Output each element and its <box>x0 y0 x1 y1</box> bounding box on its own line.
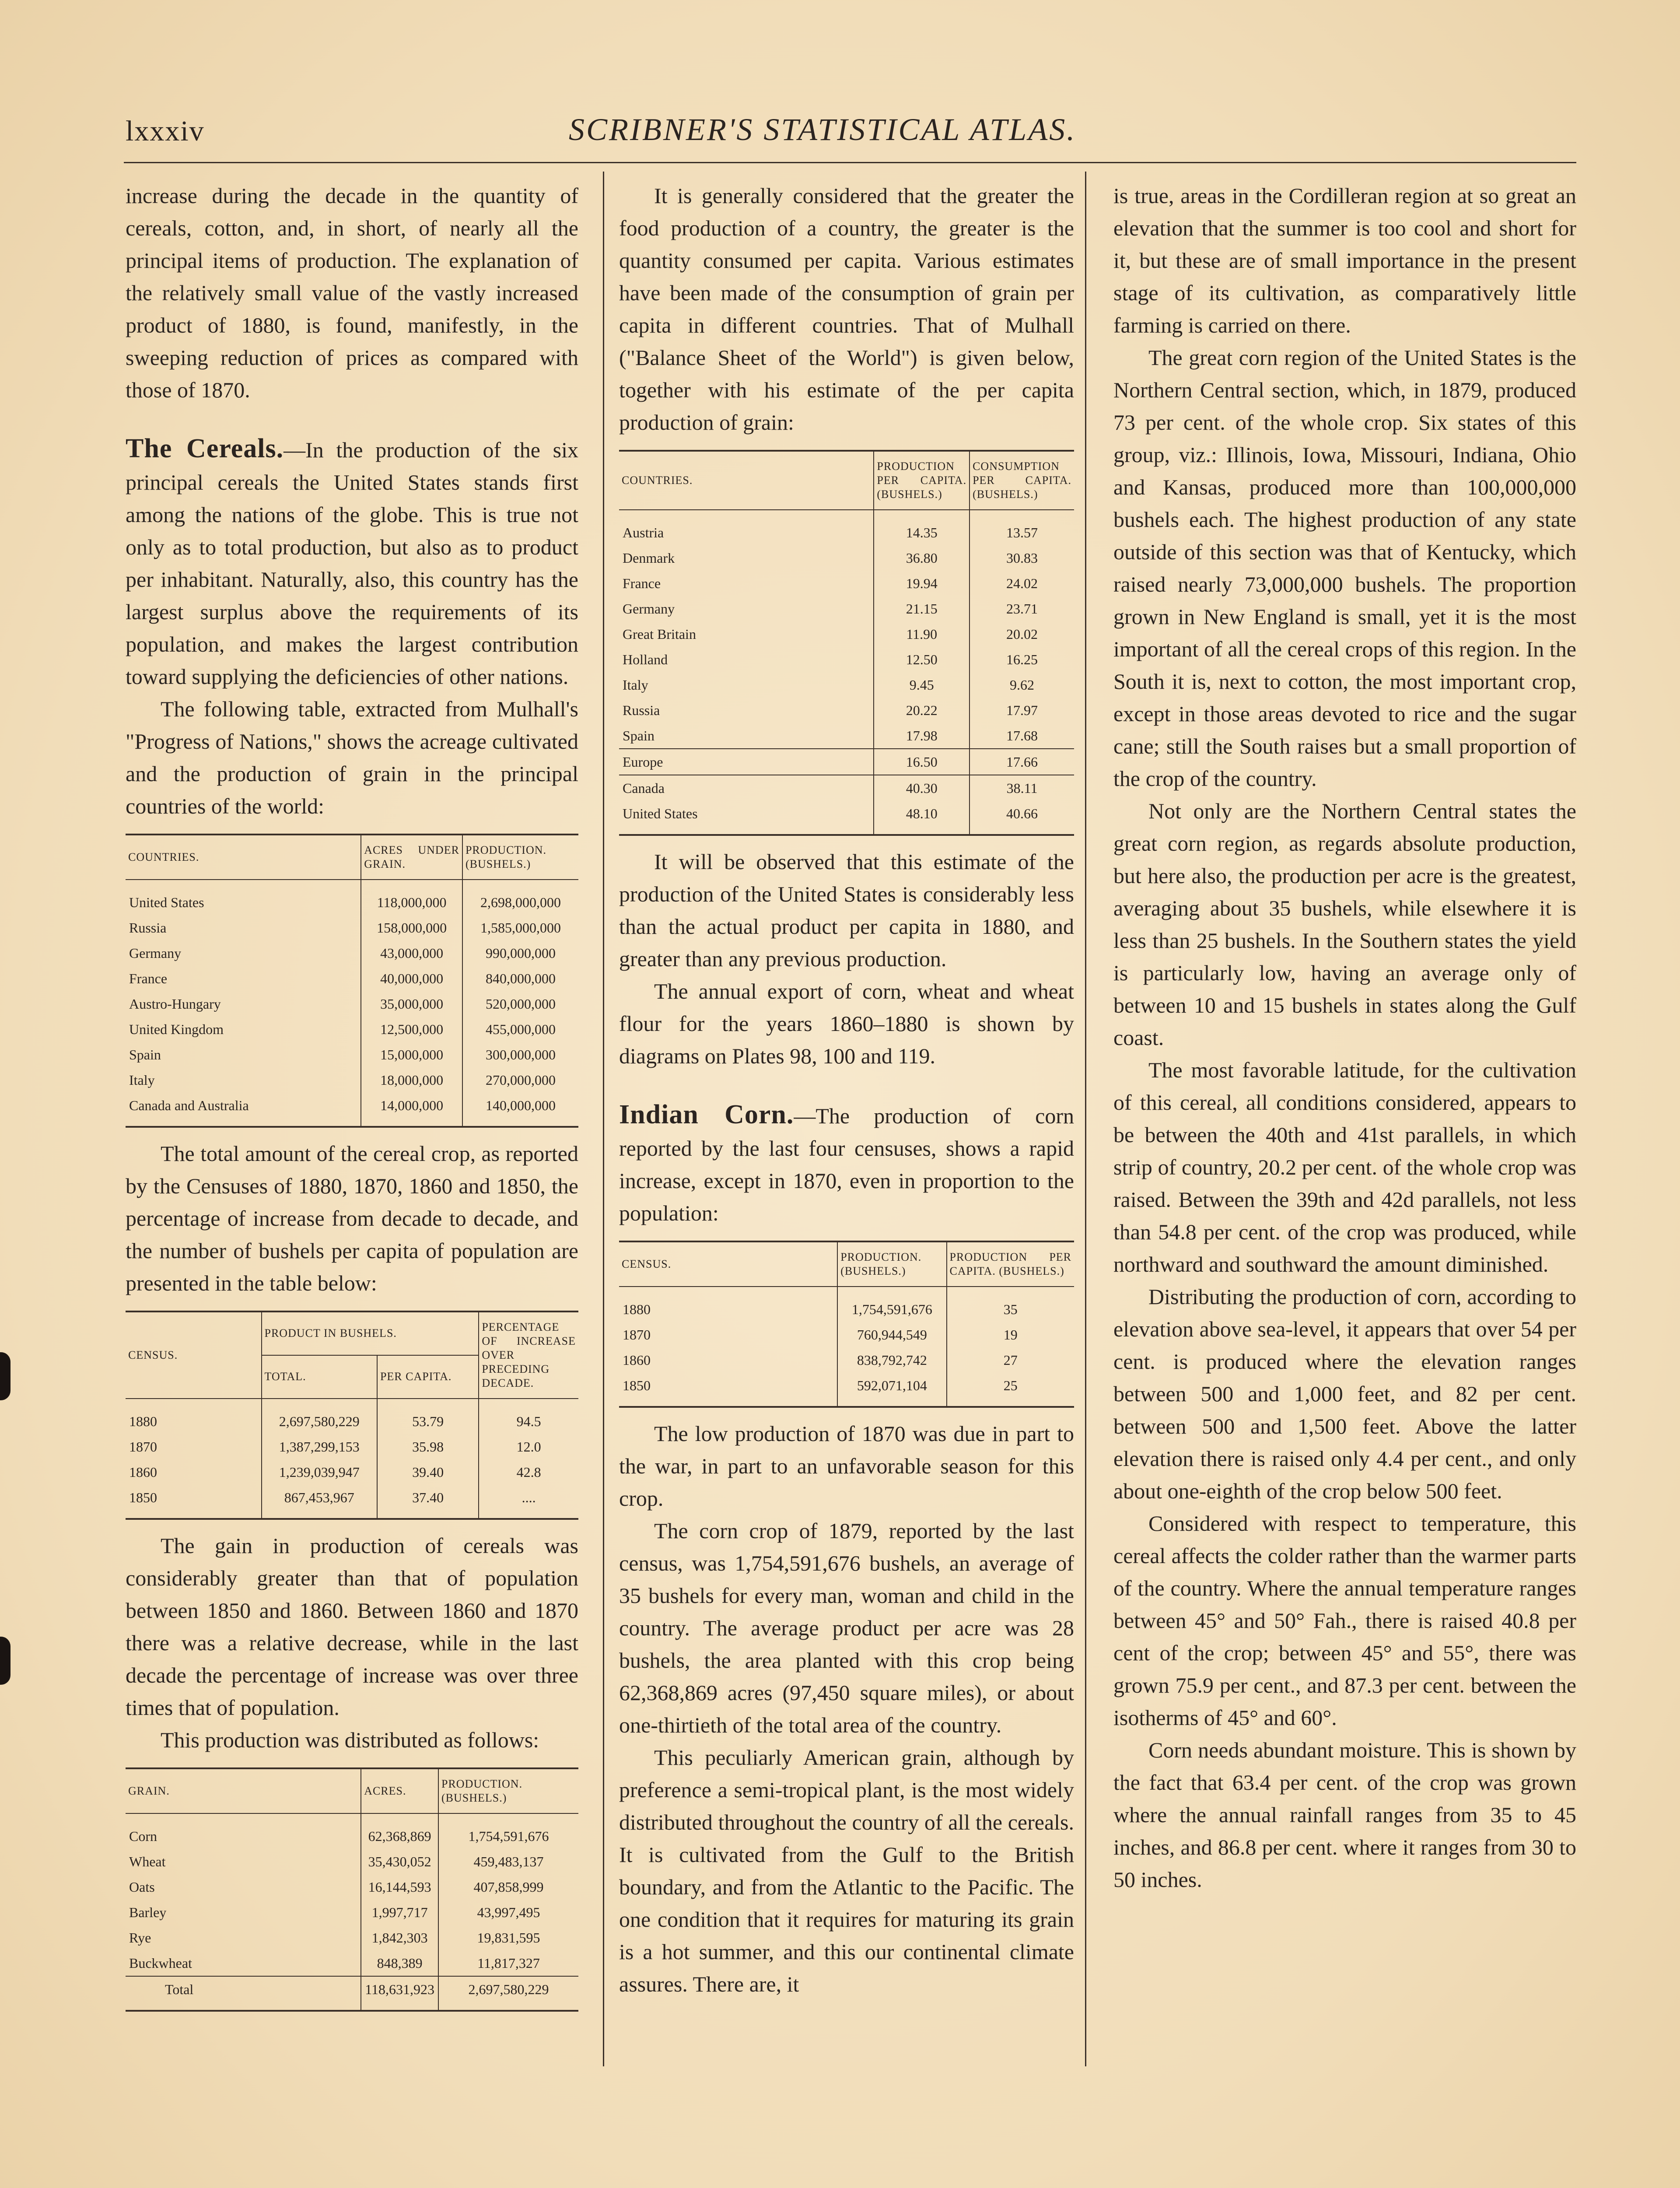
column-middle <box>619 179 1074 2000</box>
table-cell: 838,792,742 <box>837 1347 946 1373</box>
table-cell: United States <box>623 806 698 821</box>
table-cell: 1,842,303 <box>361 1925 438 1950</box>
paragraph: The corn crop of 1879, reported by the last census, was 1,754,591,676 bushels, an average of 35 bushels for every man, woman and child in the country. The average product per acre was 28 bushels, the area planted with this crop being 62,368,869 acres (97,450 square miles), or about one-thirtieth of the total area of the country. <box>619 1518 1074 1737</box>
table-cell: 455,000,000 <box>462 1017 578 1042</box>
table-row <box>126 1485 578 1518</box>
table-row <box>126 1093 578 1126</box>
table-cell: Italy <box>129 1072 155 1088</box>
col-header: ACRES UNDER GRAIN. <box>361 835 462 880</box>
table-cell: 848,389 <box>361 1950 438 1976</box>
col-header: PERCENTAGE OF INCREASE OVER PRECEDING DECADE. <box>479 1312 578 1399</box>
table-cell: 14.35 <box>874 510 970 545</box>
col-header: PRODUCTION. (BUSHELS.) <box>438 1769 578 1813</box>
table-cell: 12.50 <box>874 647 970 672</box>
paragraph: This peculiarly American grain, although by preference a semi-tropical plant, is the most widely distributed throughout the country of all the cereals. It is cultivated from the Gulf to the British boundary, and from the Atlantic to the Pacific. The one condition that it requires for maturing its grain is a hot summer, and this our continental climate assures. There are, it <box>619 1745 1074 1996</box>
table-row <box>619 672 1074 698</box>
paragraph: The most favorable latitude, for the cultivation of this cereal, all conditions considered, appears to be between the 40th and 41st parallels, in which strip of country, 20.2 per cent. of the whole crop was raised. Between the 39th and 42d parallels, not less than 54.8 per cent. of the crop was produced, while northward and southward the amount diminished. <box>1113 1058 1576 1276</box>
col-header: CENSUS. <box>619 1242 837 1287</box>
table-cell: 12,500,000 <box>361 1017 462 1042</box>
section-heading: Indian Corn. <box>619 1100 794 1129</box>
table-cell: Barley <box>129 1904 167 1920</box>
table-cell: Russia <box>623 702 660 718</box>
binding-hole <box>0 1637 10 1685</box>
header-rule <box>124 162 1576 163</box>
table-cell: 24.02 <box>970 571 1074 596</box>
table-cell: 2,697,580,229 <box>438 1976 578 2010</box>
table-cell: Canada and Australia <box>129 1098 249 1113</box>
col-header: COUNTRIES. <box>126 835 361 880</box>
table-row <box>619 647 1074 672</box>
table-body <box>126 1399 578 1518</box>
table-row <box>619 749 1074 775</box>
table-cell: 43,997,495 <box>438 1900 578 1925</box>
table-cell: 270,000,000 <box>462 1067 578 1093</box>
table-cell: 40.30 <box>874 775 970 801</box>
table-cell: 11,817,327 <box>438 1950 578 1976</box>
table-cell: Total <box>126 1976 361 2010</box>
table-cell: 1880 <box>623 1301 651 1317</box>
table-cell: 9.45 <box>874 672 970 698</box>
table-cell: 1850 <box>129 1490 157 1505</box>
table-cell: 140,000,000 <box>462 1093 578 1126</box>
table-cell: 19.94 <box>874 571 970 596</box>
table-row <box>619 723 1074 749</box>
col-header: TOTAL. <box>262 1355 377 1399</box>
table-row <box>619 571 1074 596</box>
table-cell: Wheat <box>129 1854 166 1869</box>
table-body <box>126 1813 578 2010</box>
col-header: PRODUCTION. (BUSHELS.) <box>837 1242 946 1287</box>
table-cell: 1,997,717 <box>361 1900 438 1925</box>
table-cell: 15,000,000 <box>361 1042 462 1067</box>
table-cell: 94.5 <box>479 1399 578 1434</box>
table-row <box>126 915 578 940</box>
table-cell: 36.80 <box>874 545 970 571</box>
table-cell: 300,000,000 <box>462 1042 578 1067</box>
column-rule <box>603 172 604 2066</box>
table-cell: Corn <box>129 1828 157 1844</box>
table-cell: 1,387,299,153 <box>262 1434 377 1459</box>
table-cell: 21.15 <box>874 596 970 621</box>
table-cell: Austria <box>623 525 664 540</box>
table-cell: 20.02 <box>970 621 1074 647</box>
paragraph: Distributing the production of corn, according to elevation above sea-level, it appears that over 54 per cent. is produced where the elevation ranges between 500 and 1,000 feet, and 82 per cent. between 500 and 1,500 feet. Above the latter elevation there is raised only 4.4 per cent., and only about one-eighth of the crop below 500 feet. <box>1113 1284 1576 1503</box>
paragraph: The following table, extracted from Mulhall's "Progress of Nations," shows the acreage cultivated and the production of grain in the principal countries of the world: <box>126 697 578 818</box>
table-cell: 9.62 <box>970 672 1074 698</box>
table-cell: 38.11 <box>970 775 1074 801</box>
table-cell: 17.97 <box>970 698 1074 723</box>
table-cell: 11.90 <box>874 621 970 647</box>
table-cell: 760,944,549 <box>837 1322 946 1347</box>
table-cell: Austro-Hungary <box>129 996 221 1012</box>
table-cell: Spain <box>623 728 654 743</box>
table-cell: 1,754,591,676 <box>837 1287 946 1322</box>
table-cell: 16.25 <box>970 647 1074 672</box>
col-header: CENSUS. <box>126 1312 262 1399</box>
table-cell: 118,000,000 <box>361 880 462 915</box>
table-cell: Great Britain <box>623 626 696 642</box>
table-cell: 17.66 <box>970 749 1074 775</box>
column-left <box>126 179 578 2021</box>
table-cell: 39.40 <box>377 1459 479 1485</box>
table-census-cereals <box>126 1311 578 1520</box>
table-row <box>619 545 1074 571</box>
table-cell: United Kingdom <box>129 1021 224 1037</box>
table-cell: 1880 <box>129 1413 157 1429</box>
paragraph: Corn needs abundant moisture. This is shown by the fact that 63.4 per cent. of the crop was grown where the annual rainfall ranges from 35 to 45 inches, and 86.8 per cent. where it ranges from 30 to 50 inches. <box>1113 1738 1576 1892</box>
table-cell: 18,000,000 <box>361 1067 462 1093</box>
table-cell: 2,698,000,000 <box>462 880 578 915</box>
table-body <box>126 880 578 1126</box>
table-cell: 20.22 <box>874 698 970 723</box>
table-cell: 1860 <box>129 1464 157 1480</box>
paragraph: The low production of 1870 was due in part to the war, in part to an unfavorable season for this crop. <box>619 1421 1074 1511</box>
table-row <box>126 1459 578 1485</box>
table-cell: 19 <box>947 1322 1074 1347</box>
table-row <box>126 1976 578 2010</box>
table-row <box>126 1813 578 1849</box>
table-cell: 14,000,000 <box>361 1093 462 1126</box>
table-cell: Rye <box>129 1930 151 1946</box>
table-cell: Italy <box>623 677 648 693</box>
col-header: PRODUCTION. (BUSHELS.) <box>462 835 578 880</box>
table-cell: 35 <box>947 1287 1074 1322</box>
col-header: GRAIN. <box>126 1769 361 1813</box>
table-cell: 520,000,000 <box>462 991 578 1017</box>
table-cell: 16.50 <box>874 749 970 775</box>
table-cell: Spain <box>129 1047 161 1062</box>
table-cell: 2,697,580,229 <box>262 1399 377 1434</box>
page-folio: lxxxiv <box>126 115 205 147</box>
table-cell: 407,858,999 <box>438 1874 578 1900</box>
table-cell: 867,453,967 <box>262 1485 377 1518</box>
table-cell: France <box>623 575 661 591</box>
table-cell: Germany <box>623 601 675 617</box>
table-cell: 40.66 <box>970 801 1074 834</box>
table-cell: 42.8 <box>479 1459 578 1485</box>
table-row <box>619 801 1074 834</box>
paragraph-corn <box>619 1098 1074 1229</box>
table-cell: 16,144,593 <box>361 1874 438 1900</box>
table-row <box>619 596 1074 621</box>
table-cell: 30.83 <box>970 545 1074 571</box>
table-cell: 1870 <box>623 1327 651 1343</box>
table-row <box>126 1399 578 1434</box>
table-row <box>126 966 578 991</box>
table-row <box>126 1067 578 1093</box>
table-cell: Canada <box>619 775 874 801</box>
table-cell: 17.68 <box>970 723 1074 749</box>
table-row <box>619 698 1074 723</box>
table-row <box>126 1434 578 1459</box>
table-cell: 53.79 <box>377 1399 479 1434</box>
table-cell: 840,000,000 <box>462 966 578 991</box>
table-cell: Russia <box>129 920 167 936</box>
table-row <box>619 1373 1074 1406</box>
table-cell: 35,430,052 <box>361 1849 438 1874</box>
table-cell: 40,000,000 <box>361 966 462 991</box>
paragraph: The gain in production of cereals was considerably greater than that of population between 1850 and 1860. Between 1860 and 1870 there was a relative decrease, while in the last decade the percentage of increase was over three times that of population. <box>126 1533 578 1720</box>
table-acreage <box>126 834 578 1128</box>
table-cell: 1850 <box>623 1378 651 1393</box>
table-row <box>619 1322 1074 1347</box>
table-cell: 37.40 <box>377 1485 479 1518</box>
table-cell: 23.71 <box>970 596 1074 621</box>
col-header: PER CAPITA. <box>377 1355 479 1399</box>
table-cell: 25 <box>947 1373 1074 1406</box>
table-row <box>126 880 578 915</box>
table-cell: 13.57 <box>970 510 1074 545</box>
table-cell: 1870 <box>129 1439 157 1455</box>
table-row <box>619 621 1074 647</box>
section-heading: The Cereals. <box>126 434 284 463</box>
table-row <box>126 940 578 966</box>
table-cell: 1860 <box>623 1352 651 1368</box>
table-grain <box>126 1767 578 2012</box>
table-body <box>619 1287 1074 1406</box>
table-cell: 35.98 <box>377 1434 479 1459</box>
table-cell: Holland <box>623 652 668 667</box>
paragraph: is true, areas in the Cordilleran region at so great an elevation that the summer is too cool and short for it, but these are of small importance in the present stage of its cultivation, as comparatively little farming is carried on there. <box>1113 183 1576 337</box>
col-header: PRODUCTION PER CAPITA. (BUSHELS.) <box>947 1242 1074 1287</box>
binding-hole <box>0 1352 10 1400</box>
col-header: PRODUCTION PER CAPITA. (BUSHELS.) <box>874 452 970 510</box>
col-header: COUNTRIES. <box>619 452 874 510</box>
table-cell: .... <box>479 1485 578 1518</box>
table-row <box>126 1900 578 1925</box>
table-cell: Denmark <box>623 550 675 566</box>
table-cell: 158,000,000 <box>361 915 462 940</box>
table-cell: 118,631,923 <box>361 1976 438 2010</box>
col-header: ACRES. <box>361 1769 438 1813</box>
running-title: SCRIBNER'S STATISTICAL ATLAS. <box>569 112 1077 147</box>
column-right <box>1113 179 1576 1896</box>
table-cell: 62,368,869 <box>361 1813 438 1849</box>
table-row <box>126 1874 578 1900</box>
table-corn-census <box>619 1241 1074 1408</box>
table-cell: 1,754,591,676 <box>438 1813 578 1849</box>
paragraph: The total amount of the cereal crop, as reported by the Censuses of 1880, 1870, 1860 and 1850, the percentage of increase from decade to decade, and the number of bushels per capita of population are presented in the table below: <box>126 1141 578 1295</box>
table-cell: 27 <box>947 1347 1074 1373</box>
table-row <box>619 510 1074 545</box>
table-cell: Oats <box>129 1879 155 1895</box>
table-row <box>126 991 578 1017</box>
paragraph: Not only are the Northern Central states the great corn region, as regards absolute production, but here also, the production per acre is the greatest, averaging about 35 bushels, while elsewhere it is less than 25 bushels. In the Southern states the yield is particularly low, having an average only of between 10 and 15 bushels in states along the Gulf coast. <box>1113 799 1576 1050</box>
table-cell: United States <box>129 894 204 910</box>
paragraph: Considered with respect to temperature, this cereal affects the colder rather than the warmer parts of the country. Where the annual temperature ranges between 45° and 50° Fah., there is raised 40.8 per cent of the crop; between 45° and 55°, there was grown 75.9 per cent., and 87.3 per cent. between the isotherms of 45° and 60°. <box>1113 1511 1576 1730</box>
table-cell: France <box>129 971 168 986</box>
table-row <box>126 1950 578 1976</box>
table-cell: 19,831,595 <box>438 1925 578 1950</box>
paragraph: This production was distributed as follows: <box>161 1728 539 1752</box>
table-cell: Buckwheat <box>129 1955 192 1971</box>
table-cell: 990,000,000 <box>462 940 578 966</box>
paragraph: It will be observed that this estimate of the production of the United States is considerably less than the actual product per capita in 1880, and greater than any previous production. <box>619 849 1074 971</box>
table-cell: 43,000,000 <box>361 940 462 966</box>
table-row <box>619 1287 1074 1322</box>
table-cell: 459,483,137 <box>438 1849 578 1874</box>
table-row <box>126 1849 578 1874</box>
table-cell: Europe <box>619 749 874 775</box>
col-header: CONSUMPTION PER CAPITA. (BUSHELS.) <box>970 452 1074 510</box>
table-row <box>619 1347 1074 1373</box>
table-row <box>126 1017 578 1042</box>
table-row <box>126 1042 578 1067</box>
column-rule <box>1085 172 1086 2066</box>
table-cell: 48.10 <box>874 801 970 834</box>
table-cell: 1,239,039,947 <box>262 1459 377 1485</box>
paragraph: The annual export of corn, wheat and wheat flour for the years 1860–1880 is shown by diagrams on Plates 98, 100 and 119. <box>619 979 1074 1068</box>
paragraph: increase during the decade in the quantity of cereals, cotton, and, in short, of nearly all the principal items of production. The explanation of the relatively small value of the vastly increased product of 1880, is found, manifestly, in the sweeping reduction of prices as compared with those of 1870. <box>126 183 578 402</box>
table-cell: 1,585,000,000 <box>462 915 578 940</box>
paragraph: The great corn region of the United States is the Northern Central section, which, in 1879, produced 73 per cent. of the whole crop. Six states of this group, viz.: Illinois, Iowa, Missouri, Indiana, Ohio and Kansas, produced more than 100,000,000 bushels each. The highest production of any state outside of this section was that of Kentucky, which raised nearly 73,000,000 bushels. The proportion grown in New England is small, yet it is the most important of all the cereal crops of this region. In the South it is, next to cotton, the most important crop, except in those areas devoted to rice and the sugar cane; still the South raises but a small proportion of the crop of the country. <box>1113 345 1576 791</box>
paragraph-cereals <box>126 432 578 693</box>
col-header: PRODUCT IN BUSHELS. <box>262 1312 479 1355</box>
paragraph-text: —The production of corn reported by the last four censuses, shows a rapid increase, except in 1870, even in proportion to the population: <box>619 1104 1074 1225</box>
table-per-capita <box>619 450 1074 836</box>
table-row <box>126 1925 578 1950</box>
paragraph-text: —In the production of the six principal cereals the United States stands first among the nations of the globe. This is true not only as to total production, but also as to product per inhabitant. Naturally, also, this country has the largest surplus above the requirements of its population, and makes the largest contribution toward supplying the deficiencies of other nations. <box>126 438 578 689</box>
table-cell: Germany <box>129 945 182 961</box>
table-cell: 35,000,000 <box>361 991 462 1017</box>
table-cell: 12.0 <box>479 1434 578 1459</box>
paragraph: It is generally considered that the greater the food production of a country, the greater is the quantity consumed per capita. Various estimates have been made of the consumption of grain per capita in different countries. That of Mulhall ("Balance Sheet of the World") is given below, together with his estimate of the per capita production of grain: <box>619 183 1074 435</box>
table-row <box>619 775 1074 801</box>
table-cell: 592,071,104 <box>837 1373 946 1406</box>
table-cell: 17.98 <box>874 723 970 749</box>
table-body <box>619 510 1074 834</box>
